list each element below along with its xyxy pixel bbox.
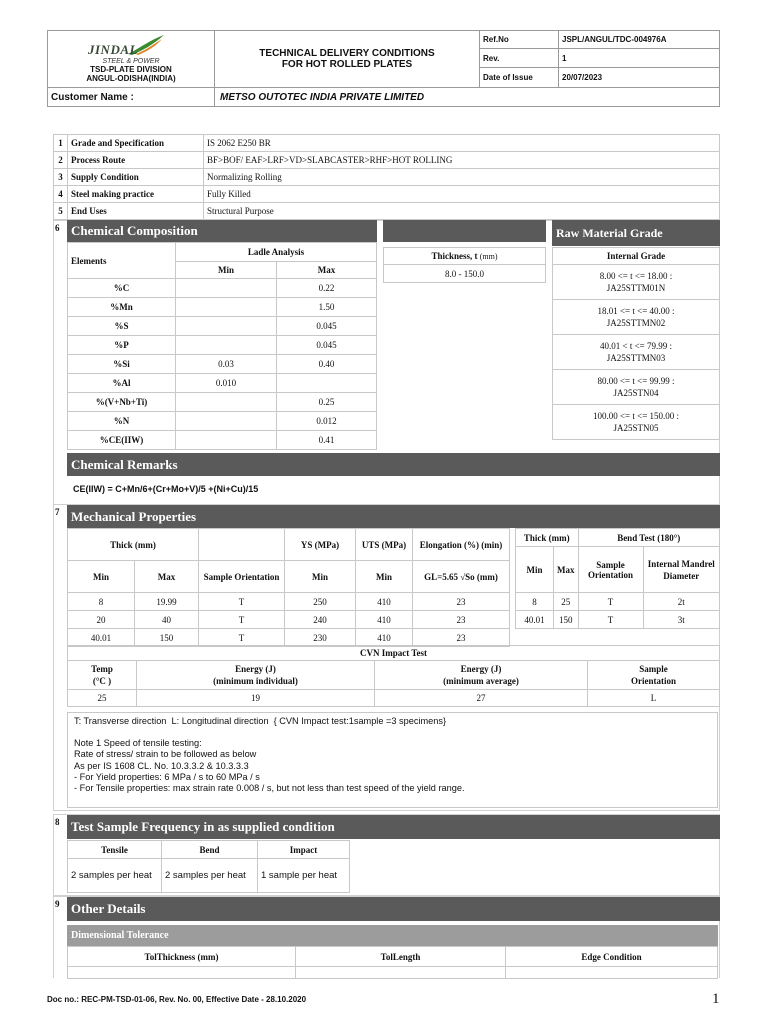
- grade-thickness-range: 8.00 <= t <= 18.00 :: [599, 271, 673, 281]
- tensile-row: [68, 629, 510, 647]
- general-row: [54, 203, 720, 220]
- chemical-element: %CE(IIW): [68, 431, 176, 450]
- raw-material-grade-heading: Raw Material Grade: [552, 220, 720, 246]
- edge-condition-cell: [506, 967, 718, 979]
- edge-condition-header: Edge Condition: [506, 947, 718, 967]
- tensile-test-table: [67, 528, 510, 647]
- tensile-uts-value: 410: [356, 629, 413, 647]
- division-location: ANGUL-ODISHA(INDIA): [86, 73, 176, 83]
- chemical-max-value: 0.22: [277, 279, 377, 298]
- tensile-blank-header: [199, 529, 285, 561]
- bend-min-value: 40.01: [516, 611, 554, 629]
- gauge-length-suffix: So (mm): [465, 571, 498, 582]
- cvn-orientation-label: Sample: [639, 664, 668, 674]
- tensile-min-value: 40.01: [68, 629, 135, 647]
- test-frequency-heading: Test Sample Frequency in as supplied condition: [67, 815, 720, 839]
- grade-row: [553, 300, 720, 335]
- frequency-impact-header: Impact: [258, 841, 350, 859]
- tensile-orient-value: T: [199, 629, 285, 647]
- grade-row: [553, 265, 720, 300]
- tensile-el-value: 23: [413, 629, 510, 647]
- cvn-orientation-value: L: [588, 690, 720, 707]
- general-row-number: 5: [54, 203, 68, 220]
- frequency-tensile-value: 2 samples per heat: [68, 859, 162, 893]
- frequency-bend-header: Bend: [162, 841, 258, 859]
- cvn-temp-label: Temp: [91, 664, 113, 674]
- dimensional-tolerance-heading: Dimensional Tolerance: [67, 925, 718, 946]
- bend-test-header: Bend Test (180°): [578, 529, 720, 547]
- date-of-issue-label: Date of Issue: [480, 68, 559, 88]
- document-header: [47, 30, 720, 107]
- general-row-number: 4: [54, 186, 68, 203]
- grade-row: [553, 335, 720, 370]
- grade-row: [553, 405, 720, 440]
- general-row: [54, 152, 720, 169]
- tensile-orient-value: T: [199, 593, 285, 611]
- general-row-value: IS 2062 E250 BR: [204, 135, 720, 152]
- raw-material-grade-table: [552, 247, 720, 440]
- grade-thickness-range: 100.00 <= t <= 150.00 :: [592, 411, 680, 421]
- chemical-element: %S: [68, 317, 176, 336]
- chemical-element: %P: [68, 336, 176, 355]
- tensile-max-value: 150: [135, 629, 199, 647]
- general-info-table: [53, 134, 720, 220]
- chemical-composition-table: [67, 242, 377, 450]
- chemical-row: [68, 279, 377, 298]
- frequency-bend-value: 2 samples per heat: [162, 859, 258, 893]
- tensile-sample-orientation-header: Sample Orientation: [199, 561, 285, 593]
- date-of-issue-value: 20/07/2023: [559, 68, 720, 88]
- gauge-length-header: [413, 561, 510, 593]
- rev-label: Rev.: [480, 49, 559, 68]
- section-number-9: 9: [55, 899, 60, 909]
- jindal-logo: [50, 36, 212, 60]
- bend-mandrel-value: 2t: [643, 593, 720, 611]
- chemical-row: [68, 298, 377, 317]
- note-line: T: Transverse direction L: Longitudinal direction { CVN Impact test:1sample =3 specimens}: [74, 716, 447, 726]
- cvn-energy-individual-sub: (minimum individual): [213, 676, 298, 686]
- general-row-number: 1: [54, 135, 68, 152]
- tensile-min-value: 8: [68, 593, 135, 611]
- general-row-number: 3: [54, 169, 68, 186]
- tensile-thick-header: Thick (mm): [68, 529, 199, 561]
- chemical-max-value: 0.045: [277, 336, 377, 355]
- chemical-min-value: [176, 317, 277, 336]
- tensile-min-value: 20: [68, 611, 135, 629]
- logo-tagline: STEEL & POWER: [102, 57, 160, 65]
- grade-internal-code: JA25STN04: [613, 388, 659, 398]
- cvn-orientation-sub: Orientation: [631, 676, 676, 686]
- chemical-max-value: 0.25: [277, 393, 377, 412]
- grade-thickness-range: 18.01 <= t <= 40.00 :: [597, 306, 675, 316]
- general-row-label: Steel making practice: [68, 186, 204, 203]
- note-line: - For Tensile properties: max strain rate 0.008 / s, but not less than test speed of the yield range.: [74, 783, 465, 794]
- chemical-element: %Al: [68, 374, 176, 393]
- test-frequency-table: [67, 840, 350, 893]
- tol-length-header: TolLength: [296, 947, 506, 967]
- chemical-min-value: [176, 336, 277, 355]
- uts-min-header: Min: [356, 561, 413, 593]
- frequency-tensile-header: Tensile: [68, 841, 162, 859]
- grade-internal-code: JA25STN05: [613, 423, 659, 433]
- general-row: [54, 169, 720, 186]
- ref-no-label: Ref.No: [480, 31, 559, 49]
- ladle-max-header: Max: [277, 262, 377, 279]
- grade-thickness-range: 80.00 <= t <= 99.99 :: [597, 376, 675, 386]
- cvn-temp-value: 25: [68, 690, 137, 707]
- grade-cell: [553, 265, 720, 300]
- document-title-line2: FOR HOT ROLLED PLATES: [281, 59, 413, 70]
- chemical-max-value: [277, 374, 377, 393]
- general-row-value: Structural Purpose: [204, 203, 720, 220]
- bend-min-header: Min: [516, 547, 554, 593]
- grade-internal-code: JA25STTM01N: [606, 283, 666, 293]
- tol-thickness-cell: [68, 967, 296, 979]
- company-logo-block: [48, 31, 215, 88]
- bend-test-table: [515, 528, 720, 629]
- tensile-orient-value: T: [199, 611, 285, 629]
- bend-row: [516, 593, 720, 611]
- bend-mandrel-value: 3t: [643, 611, 720, 629]
- chemical-min-value: 0.010: [176, 374, 277, 393]
- internal-grade-header: Internal Grade: [553, 248, 720, 265]
- chemical-element: %Mn: [68, 298, 176, 317]
- grade-row: [553, 370, 720, 405]
- bend-sample-orientation-header: Sample Orientation: [578, 547, 643, 593]
- chemical-min-value: [176, 298, 277, 317]
- tensile-max-value: 40: [135, 611, 199, 629]
- note-line: As per IS 1608 CL. No. 10.3.3.2 & 10.3.3.3: [74, 760, 249, 771]
- tensile-min-header: Min: [68, 561, 135, 593]
- note-line: - For Yield properties: 6 MPa / s to 60 MPa / s: [74, 771, 260, 782]
- thickness-header: [384, 248, 546, 265]
- thickness-heading-band: [383, 220, 546, 242]
- division-name: TSD-PLATE DIVISION: [90, 64, 172, 74]
- general-row-label: Grade and Specification: [68, 135, 204, 152]
- general-row-value: Normalizing Rolling: [204, 169, 720, 186]
- thickness-value: 8.0 - 150.0: [384, 265, 546, 283]
- ce-formula: CE(IIW) = C+Mn/6+(Cr+Mo+V)/5 +(Ni+Cu)/15: [73, 484, 259, 494]
- bend-max-value: 150: [554, 611, 579, 629]
- tensile-max-value: 19.99: [135, 593, 199, 611]
- grade-cell: [553, 405, 720, 440]
- note-line: Note 1 Speed of tensile testing:: [74, 738, 202, 749]
- chemical-max-value: 0.012: [277, 412, 377, 431]
- cvn-energy-individual-header: [137, 661, 375, 690]
- customer-name-label: Customer Name :: [48, 88, 215, 107]
- chemical-max-value: 0.41: [277, 431, 377, 450]
- chemical-row: [68, 431, 377, 450]
- chemical-row: [68, 336, 377, 355]
- chemical-max-value: 0.40: [277, 355, 377, 374]
- bend-row: [516, 611, 720, 629]
- section-number-8: 8: [55, 817, 60, 827]
- tensile-row: [68, 611, 510, 629]
- note-line: [74, 727, 711, 738]
- dimensional-tolerance-table: [67, 946, 718, 979]
- tensile-uts-value: 410: [356, 593, 413, 611]
- cvn-orientation-header: [588, 661, 720, 690]
- gauge-length-prefix: GL=5.65 √: [424, 571, 466, 582]
- bend-min-value: 8: [516, 593, 554, 611]
- ladle-analysis-header: Ladle Analysis: [176, 243, 377, 262]
- chemical-element: %Si: [68, 355, 176, 374]
- chemical-composition-heading: Chemical Composition: [67, 220, 377, 242]
- tensile-uts-value: 410: [356, 611, 413, 629]
- chemical-row: [68, 317, 377, 336]
- tol-thickness-header: TolThickness (mm): [68, 947, 296, 967]
- section-number-6: 6: [55, 223, 60, 233]
- chemical-remarks-heading: Chemical Remarks: [67, 453, 720, 476]
- chemical-row: [68, 412, 377, 431]
- mandrel-diameter-header: Internal Mandrel Diameter: [643, 547, 720, 593]
- thickness-header-text: Thickness, t: [431, 251, 478, 261]
- document-title: [215, 31, 480, 88]
- mechanical-notes: [67, 712, 718, 808]
- chemical-max-value: 1.50: [277, 298, 377, 317]
- page-number: 1: [712, 991, 720, 1007]
- grade-cell: [553, 300, 720, 335]
- tensile-el-value: 23: [413, 593, 510, 611]
- mechanical-properties-heading: Mechanical Properties: [67, 505, 720, 528]
- tensile-el-value: 23: [413, 611, 510, 629]
- section-number-7: 7: [55, 507, 60, 517]
- general-row-value: BF>BOF/ EAF>LRF>VD>SLABCASTER>RHF>HOT ROLLING: [204, 152, 720, 169]
- tensile-ys-value: 230: [285, 629, 356, 647]
- bend-thick-header: Thick (mm): [516, 529, 579, 547]
- grade-thickness-range: 40.01 < t <= 79.99 :: [600, 341, 672, 351]
- chemical-min-value: [176, 279, 277, 298]
- logo-brand-text: JINDAL: [88, 41, 138, 57]
- rev-value: 1: [559, 49, 720, 68]
- cvn-energy-average-sub: (minimum average): [443, 676, 519, 686]
- frequency-impact-value: 1 sample per heat: [258, 859, 350, 893]
- ys-header: YS (MPa): [285, 529, 356, 561]
- chemical-min-value: 0.03: [176, 355, 277, 374]
- ladle-min-header: Min: [176, 262, 277, 279]
- cvn-energy-average-value: 27: [375, 690, 588, 707]
- customer-name-value: METSO OUTOTEC INDIA PRIVATE LIMITED: [215, 88, 720, 107]
- document-title-line1: TECHNICAL DELIVERY CONDITIONS: [259, 48, 435, 59]
- cvn-temp-unit: (°C ): [92, 676, 112, 686]
- cvn-energy-average-header: [375, 661, 588, 690]
- chemical-min-value: [176, 393, 277, 412]
- grade-cell: [553, 370, 720, 405]
- cvn-energy-individual-value: 19: [137, 690, 375, 707]
- ys-min-header: Min: [285, 561, 356, 593]
- general-row: [54, 186, 720, 203]
- tensile-max-header: Max: [135, 561, 199, 593]
- chemical-row: [68, 374, 377, 393]
- cvn-temp-header: [68, 661, 137, 690]
- cvn-energy-average-label: Energy (J): [460, 664, 502, 674]
- cvn-energy-individual-label: Energy (J): [235, 664, 276, 674]
- chemical-row: [68, 393, 377, 412]
- uts-header: UTS (MPa): [356, 529, 413, 561]
- elongation-header: Elongation (%) (min): [413, 529, 510, 561]
- chemical-element: %(V+Nb+Ti): [68, 393, 176, 412]
- general-row-label: Supply Condition: [68, 169, 204, 186]
- grade-internal-code: JA25STTMN02: [606, 318, 666, 328]
- general-row-label: Process Route: [68, 152, 204, 169]
- ref-no-value: JSPL/ANGUL/TDC-004976A: [559, 31, 720, 49]
- chemical-element: %C: [68, 279, 176, 298]
- note-line: Rate of stress/ strain to be followed as below: [74, 749, 257, 760]
- bend-max-header: Max: [554, 547, 579, 593]
- general-row: [54, 135, 720, 152]
- general-row-label: End Uses: [68, 203, 204, 220]
- general-row-value: Fully Killed: [204, 186, 720, 203]
- elements-header: Elements: [68, 243, 176, 279]
- bend-max-value: 25: [554, 593, 579, 611]
- thickness-unit: (mm): [479, 252, 498, 261]
- footer-doc-number: Doc no.: REC-PM-TSD-01-06, Rev. No. 00, Effective Date - 28.10.2020: [47, 995, 307, 1004]
- tensile-row: [68, 593, 510, 611]
- chemical-min-value: [176, 412, 277, 431]
- cvn-impact-table: [67, 645, 720, 707]
- chemical-min-value: [176, 431, 277, 450]
- tol-length-cell: [296, 967, 506, 979]
- grade-internal-code: JA25STTMN03: [606, 353, 666, 363]
- general-row-number: 2: [54, 152, 68, 169]
- chemical-max-value: 0.045: [277, 317, 377, 336]
- tensile-ys-value: 240: [285, 611, 356, 629]
- cvn-impact-header: CVN Impact Test: [68, 646, 720, 661]
- chemical-row: [68, 355, 377, 374]
- bend-orient-value: T: [578, 611, 643, 629]
- chemical-element: %N: [68, 412, 176, 431]
- other-details-heading: Other Details: [67, 897, 720, 921]
- thickness-table: [383, 247, 546, 283]
- grade-cell: [553, 335, 720, 370]
- tensile-ys-value: 250: [285, 593, 356, 611]
- bend-orient-value: T: [578, 593, 643, 611]
